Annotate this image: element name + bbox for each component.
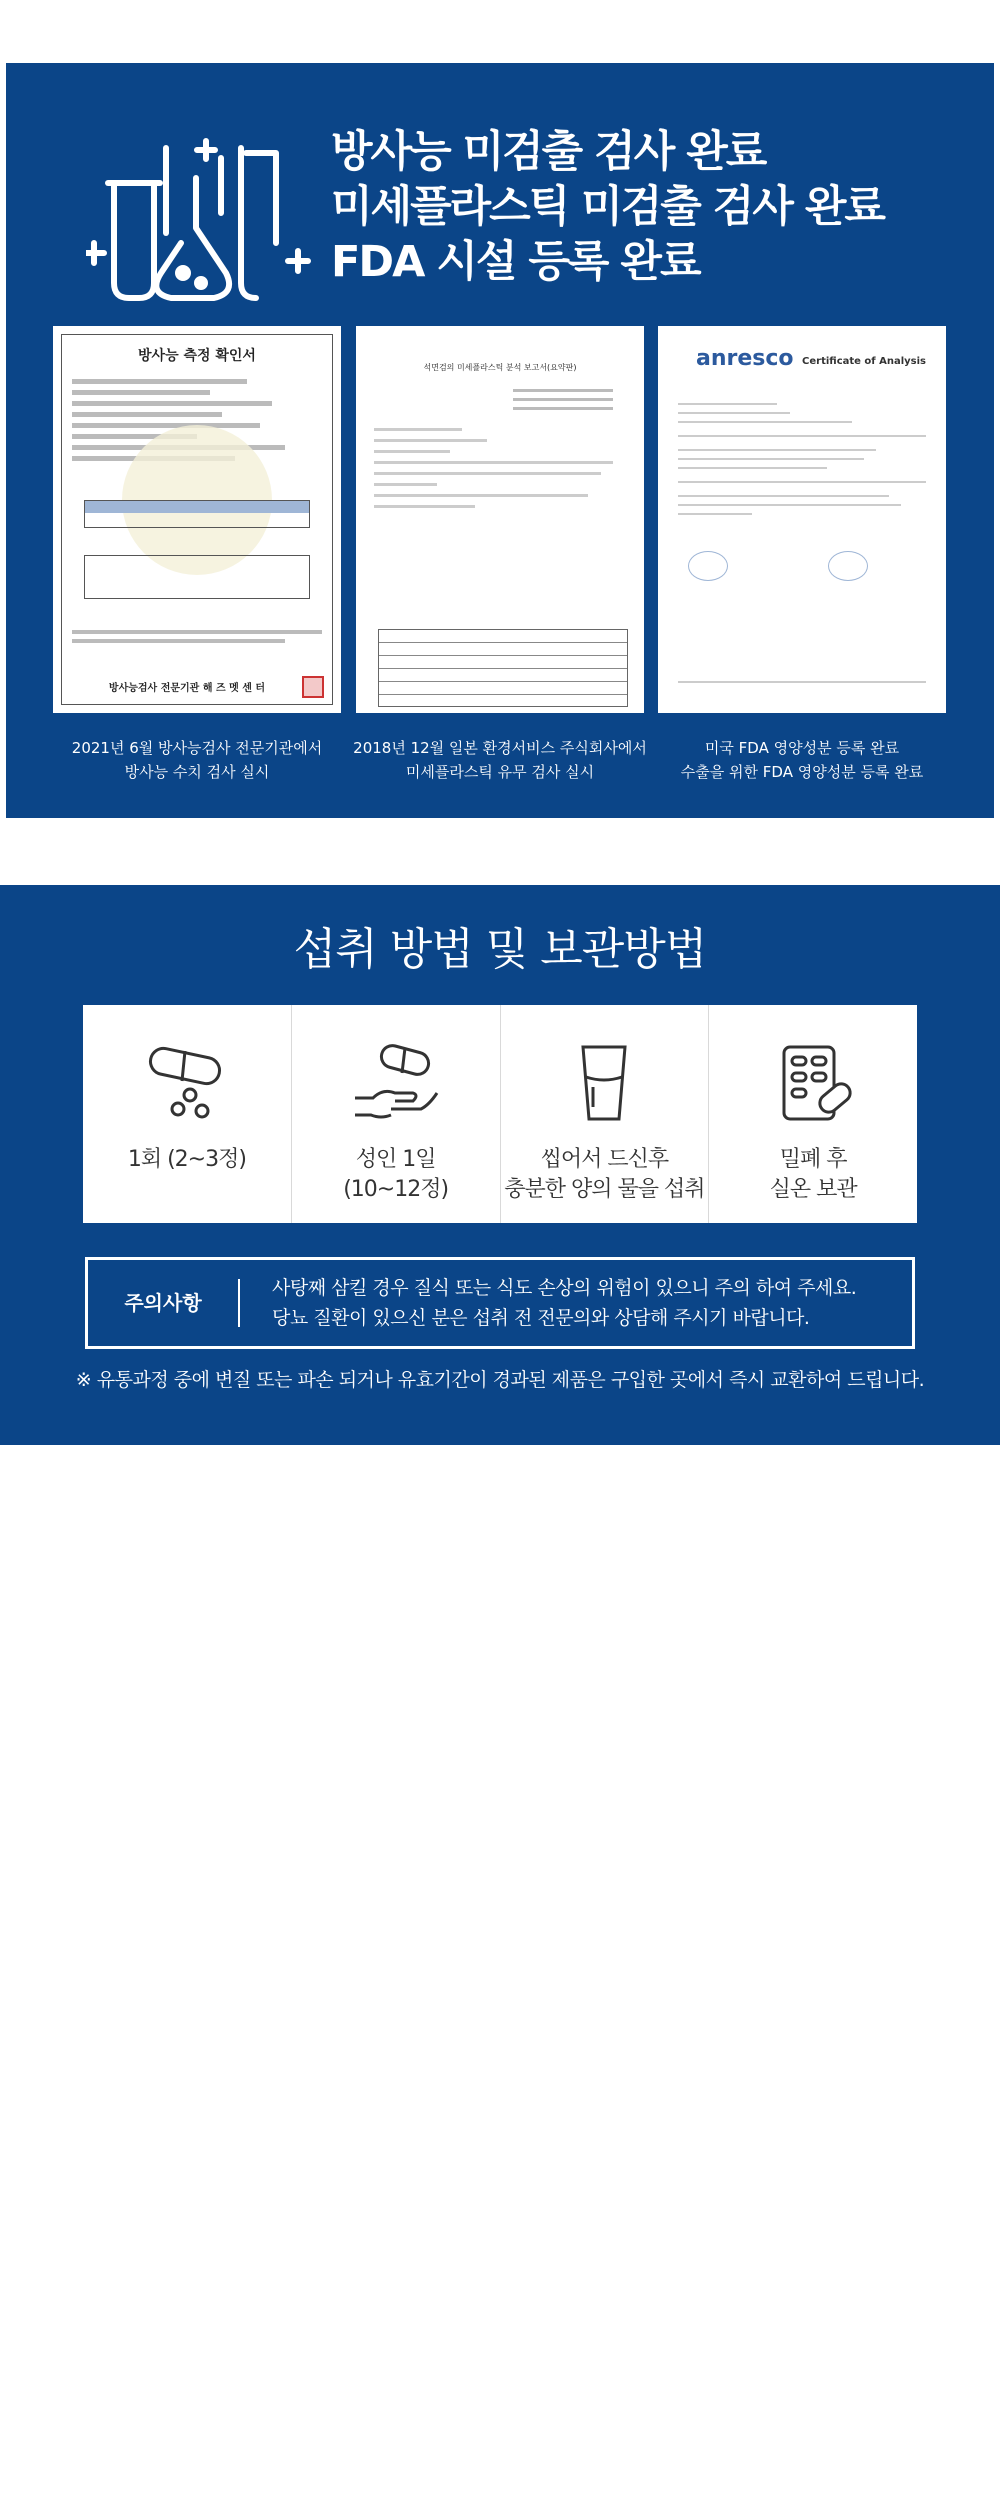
caution-box <box>85 1257 915 1349</box>
radiation-certificate-footer: 방사능검사 전문기관 해 즈 멧 센 터 <box>108 683 266 694</box>
caption-fda-line-2: 수출을 위한 FDA 영양성분 등록 완료 <box>680 763 924 781</box>
caption-microplastic-line-1: 2018년 12월 일본 환경서비스 주식회사에서 <box>353 739 647 757</box>
step-daily <box>292 1005 501 1223</box>
step-dose-line-1: 1회 (2~3정) <box>127 1147 246 1172</box>
lab-flask-icon <box>86 133 326 308</box>
microplastic-report-title: 석면검의 미세플라스틱 분석 보고서(요약판) <box>423 363 577 372</box>
caption-radiation <box>47 736 347 784</box>
caption-radiation-line-2: 방사능 수치 검사 실시 <box>124 763 270 781</box>
caption-fda-line-1: 미국 FDA 영양성분 등록 완료 <box>704 739 900 757</box>
caption-microplastic <box>350 736 650 784</box>
caution-line-1: 사탕째 삼킬 경우 질식 또는 식도 손상의 위험이 있으니 주의 하여 주세요. <box>272 1277 857 1299</box>
hand-capsule-icon <box>351 1043 441 1123</box>
step-chew-line-2: 충분한 양의 물을 섭취 <box>504 1177 705 1202</box>
exchange-notice: ※ 유통과정 중에 변질 또는 파손 되거나 유효기간이 경과된 제품은 구입한 곳에서 즉시 교환하여 드립니다. <box>75 1369 925 1391</box>
seal-stamp <box>302 676 324 698</box>
blister-pack-icon <box>768 1043 858 1123</box>
pills-icon <box>142 1043 232 1123</box>
anresco-logo: anresco <box>696 346 794 371</box>
usage-steps <box>83 1005 917 1223</box>
step-daily-line-1: 성인 1일 <box>355 1147 436 1172</box>
caution-text <box>240 1273 856 1333</box>
headline-line-1: 방사능 미검출 검사 완료 <box>331 127 766 177</box>
water-glass-icon <box>559 1043 649 1123</box>
caution-label: 주의사항 <box>88 1279 240 1327</box>
headline-line-2: 미세플라스틱 미검출 검사 완료 <box>331 182 884 232</box>
step-dose <box>83 1005 292 1223</box>
radiation-certificate-title: 방사능 측정 확인서 <box>138 348 256 364</box>
step-chew <box>501 1005 710 1223</box>
certification-section <box>6 63 994 818</box>
step-storage-line-1: 밀폐 후 <box>779 1147 847 1172</box>
certification-headline <box>331 125 884 290</box>
caption-fda <box>652 736 952 784</box>
fda-certificate-image <box>658 326 946 713</box>
usage-title: 섭취 방법 및 보관방법 <box>293 924 707 975</box>
radiation-certificate-image <box>53 326 341 713</box>
step-chew-line-1: 씹어서 드신후 <box>540 1147 669 1172</box>
usage-storage-section <box>0 885 1000 1445</box>
caption-microplastic-line-2: 미세플라스틱 유무 검사 실시 <box>405 763 595 781</box>
coa-title: Certificate of Analysis <box>802 356 926 367</box>
headline-line-3: FDA 시설 등록 완료 <box>331 237 700 287</box>
step-storage <box>709 1005 917 1223</box>
microplastic-report-image <box>356 326 644 713</box>
caution-line-2: 당뇨 질환이 있으신 분은 섭취 전 전문의와 상담해 주시기 바랍니다. <box>272 1307 810 1329</box>
step-daily-line-2: (10~12정) <box>343 1177 449 1202</box>
step-storage-line-2: 실온 보관 <box>769 1177 857 1202</box>
caption-radiation-line-1: 2021년 6월 방사능검사 전문기관에서 <box>71 739 323 757</box>
